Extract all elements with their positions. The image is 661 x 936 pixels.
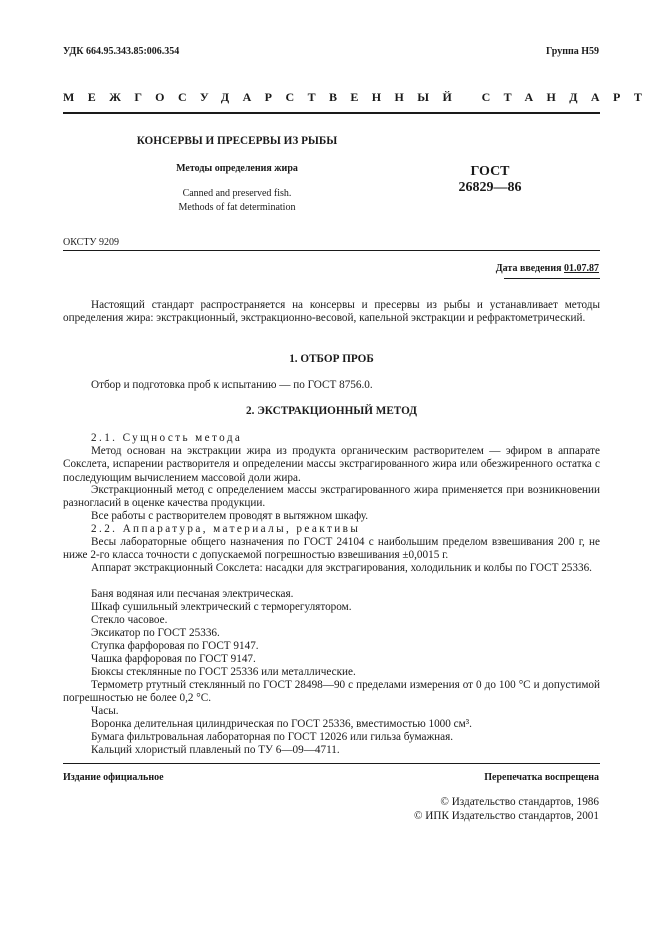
title-rule [63, 250, 600, 251]
udk-code: УДК 664.95.343.85:006.354 [63, 46, 180, 57]
copyright-1986: © Издательство стандартов, 1986 [440, 796, 599, 808]
list-item: Часы. [91, 705, 119, 717]
intro-date-label: Дата введения [495, 263, 562, 274]
list-item: Кальций хлористый плавленый по ТУ 6—09—4711. [91, 744, 340, 756]
section-1-text: Отбор и подготовка проб к испытанию — по ГОСТ 8756.0. [91, 379, 373, 391]
list-item: Бумага фильтровальная лабораторная по ГОСТ 12026 или гильза бумажная. [91, 731, 454, 743]
intro-date-value: 01.07.87 [564, 263, 599, 274]
list-item: Бюксы стеклянные по ГОСТ 25336 или металлические. [91, 666, 356, 678]
footer-reprint: Перепечатка воспрещена [484, 772, 599, 783]
list-item: Чашка фарфоровая по ГОСТ 9147. [91, 653, 256, 665]
footer-rule [63, 763, 600, 764]
intro-date [496, 263, 599, 274]
subsection-2-1: 2.1. Сущность метода [91, 432, 243, 444]
list-item: Эксикатор по ГОСТ 25336. [91, 627, 220, 639]
title-en-2: Methods of fat determination [178, 202, 296, 213]
list-item: Ступка фарфоровая по ГОСТ 9147. [91, 640, 259, 652]
doc-title: КОНСЕРВЫ И ПРЕСЕРВЫ ИЗ РЫБЫ [136, 135, 338, 147]
list-item: Шкаф сушильный электрический с терморегулятором. [91, 601, 352, 613]
paragraph-disputes: Экстракционный метод с определением массы экстрагированного жира применяется при возникновении разногласий в оценке качества продукции. [63, 484, 600, 510]
paragraph-method: Метод основан на экстракции жира из продукта органическим растворителем — эфиром в аппарате Сокслета, испарении растворителя и определении массы экстрагированного жира или обезжиренного остатка с последующим вычислением массовой доли жира. [63, 445, 600, 484]
date-rule [504, 278, 600, 279]
list-item: Стекло часовое. [91, 614, 168, 626]
copyright-2001: © ИПК Издательство стандартов, 2001 [413, 810, 599, 822]
gost-label: ГОСТ [470, 164, 510, 179]
gost-number: 26829—86 [458, 180, 522, 195]
title-en-1: Canned and preserved fish. [182, 188, 292, 199]
subsection-2-2: 2.2. Аппаратура, материалы, реактивы [91, 523, 361, 535]
banner-rule [63, 112, 600, 114]
paragraph-thermometer: Термометр ртутный стеклянный по ГОСТ 28498—90 с пределами измерения от 0 до 100 °С и допустимой погрешностью не более 0,2 °С. [63, 679, 600, 705]
doc-subtitle: Методы определения жира [176, 163, 298, 174]
banner-title: МЕЖГОСУДАРСТВЕННЫЙ СТАНДАРТ [63, 90, 656, 104]
okstu-code: ОКСТУ 9209 [63, 237, 120, 248]
paragraph-scales: Весы лабораторные общего назначения по ГОСТ 24104 с наибольшим пределом взвешивания 200 г, не ниже 2-го класса точности с допускаемой погрешностью взвешивания ±0,0015 г. [63, 536, 600, 562]
group-code: Группа Н59 [546, 46, 599, 57]
list-item: Воронка делительная цилиндрическая по ГОСТ 25336, вместимостью 1000 см³. [91, 718, 472, 730]
section-1-heading: 1. ОТБОР ПРОБ [289, 353, 374, 365]
list-item: Баня водяная или песчаная электрическая. [91, 588, 294, 600]
paragraph-fume-hood: Все работы с растворителем проводят в вытяжном шкафу. [91, 510, 369, 522]
paragraph-soxhlet: Аппарат экстракционный Сокслета: насадки для экстрагирования, холодильник и колбы по ГОСТ 25336. [91, 562, 592, 574]
footer-official: Издание официальное [63, 772, 164, 783]
intro-paragraph: Настоящий стандарт распространяется на консервы и пресервы из рыбы и устанавливает методы определения жира: экстракционный, экстракционно-весовой, капельной экстракции и рефрактометрический. [63, 299, 600, 325]
section-2-heading: 2. ЭКСТРАКЦИОННЫЙ МЕТОД [246, 405, 417, 417]
